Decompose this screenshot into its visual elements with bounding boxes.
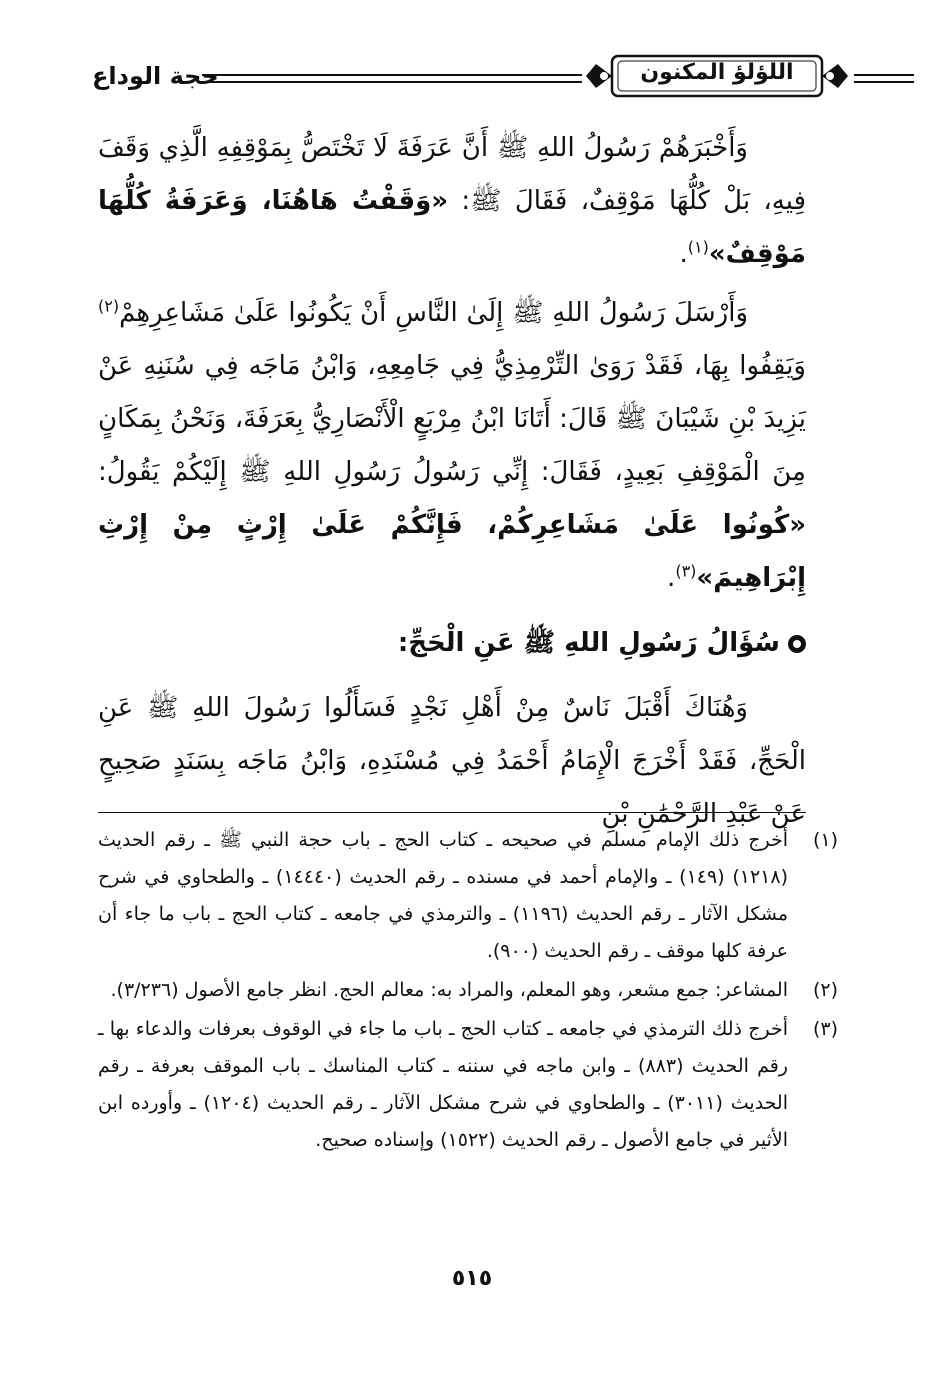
footnote-text: أخرج ذلك الترمذي في جامعه ـ كتاب الحج ـ باب ما جاء في الوقوف بعرفات والدعاء بها ـ رقم الحديث (٨٨٣) ـ وابن ماجه في سننه ـ كتاب المناسك ـ باب الموقف بعرفة ـ رقم الحديث (٣٠١١) ـ والطحاوي في شرح مشكل الآثار ـ رقم الحديث (١٢٠٤) ـ وأورده ابن الأثير في جامع الأصول ـ رقم الحديث (١٥٢٢) وإسناده صحيح. [98, 1018, 789, 1151]
footnote-number: (١) [812, 829, 838, 851]
section-heading-text: سُؤَالُ رَسُولِ اللهِ ﷺ عَنِ الْحَجِّ: [397, 628, 780, 658]
book-title: اللؤلؤ المكنون [640, 60, 794, 85]
paragraph-2-text-a: وَأَرْسَلَ رَسُولُ اللهِ ﷺ إِلَىٰ النَّاسِ أَنْ يَكُونُوا عَلَىٰ مَشَاعِرِهِمْ [119, 298, 748, 328]
paragraph-3-text: وَهُنَاكَ أَقْبَلَ نَاسٌ مِنْ أَهْلِ نَجْدٍ فَسَأَلُوا رَسُولَ اللهِ ﷺ عَنِ الْحَجِّ، فَقَدْ أَخْرَجَ الْإِمَامُ أَحْمَدُ فِي مُسْنَدِهِ، وَابْنُ مَاجَه بِسَنَدٍ صَحِيحٍ عَنْ عَبْدِ الرَّحْمَٰنِ بْنِ [98, 693, 806, 829]
main-text [98, 122, 806, 847]
heading-bullet-icon [788, 635, 806, 653]
footnote-text: أخرج ذلك الإمام مسلم في صحيحه ـ كتاب الحج ـ باب حجة النبي ﷺ ـ رقم الحديث (١٢١٨) (١٤٩) ـ والإمام أحمد في مسنده ـ رقم الحديث (١٤٤٤٠) ـ والطحاوي في شرح مشكل الآثار ـ رقم الحديث (١١٩٦) ـ والترمذي في جامعه ـ كتاب الحج ـ باب ما جاء أن عرفة كلها موقف ـ رقم الحديث (٩٠٠). [98, 829, 788, 962]
header-rule-right [854, 74, 914, 83]
book-title-frame [582, 50, 852, 102]
header-rule-left [202, 74, 582, 83]
hadith-quote-2: «كُونُوا عَلَىٰ مَشَاعِرِكُمْ، فَإِنَّكُمْ عَلَىٰ إِرْثٍ مِنْ إِرْثِ إِبْرَاهِيمَ» [98, 510, 806, 593]
hadith-quote-1: «وَقَفْتُ هَاهُنَا، وَعَرَفَةُ كُلُّهَا مَوْقِفٌ» [98, 186, 806, 269]
paragraph-1-end: . [679, 239, 688, 269]
footnotes [98, 822, 838, 1161]
footnote-ref-2: (٢) [98, 296, 120, 316]
paragraph-3 [98, 682, 806, 841]
footnote-divider [98, 812, 806, 813]
footnote-number: (٢) [812, 979, 838, 1001]
paragraph-1-text: وَأَخْبَرَهُمْ رَسُولُ اللهِ ﷺ أَنَّ عَرَفَةَ لَا تَخْتَصُّ بِمَوْقِفِهِ الَّذِي وَقَفَ فِيهِ، بَلْ كُلُّهَا مَوْقِفٌ، فَقَالَ ﷺ: [98, 133, 806, 216]
running-title: حجة الوداع [92, 62, 219, 90]
footnote-text: المشاعر: جمع مشعر، وهو المعلم، والمراد به: معالم الحج. انظر جامع الأصول (٣/٢٣٦). [110, 979, 788, 1001]
footnote-ref-1: (١) [687, 237, 709, 257]
footnote-ref-3: (٣) [675, 561, 697, 581]
paragraph-2-end: . [667, 563, 676, 593]
page-number: ٥١٥ [451, 1266, 493, 1291]
footnote-2 [98, 972, 838, 1009]
paragraph-1 [98, 122, 806, 281]
footnote-1 [98, 822, 838, 970]
paragraph-2 [98, 287, 806, 605]
page-header [92, 50, 852, 106]
paragraph-2-text-b: وَيَقِفُوا بِهَا، فَقَدْ رَوَىٰ التِّرْمِذِيُّ فِي جَامِعِهِ، وَابْنُ مَاجَه فِي سُنَنِهِ عَنْ يَزِيدَ بْنِ شَيْبَانَ ﷺ قَالَ: أَتَانَا ابْنُ مِرْبَعٍ الْأَنْصَارِيُّ بِعَرَفَةَ، وَنَحْنُ بِمَكَانٍ مِنَ الْمَوْقِفِ بَعِيدٍ، فَقَالَ: إِنِّي رَسُولُ رَسُولِ اللهِ ﷺ إِلَيْكُمْ يَقُولُ: [98, 351, 806, 487]
footnote-3 [98, 1011, 838, 1159]
footnote-number: (٣) [812, 1018, 838, 1040]
section-heading [98, 617, 806, 670]
